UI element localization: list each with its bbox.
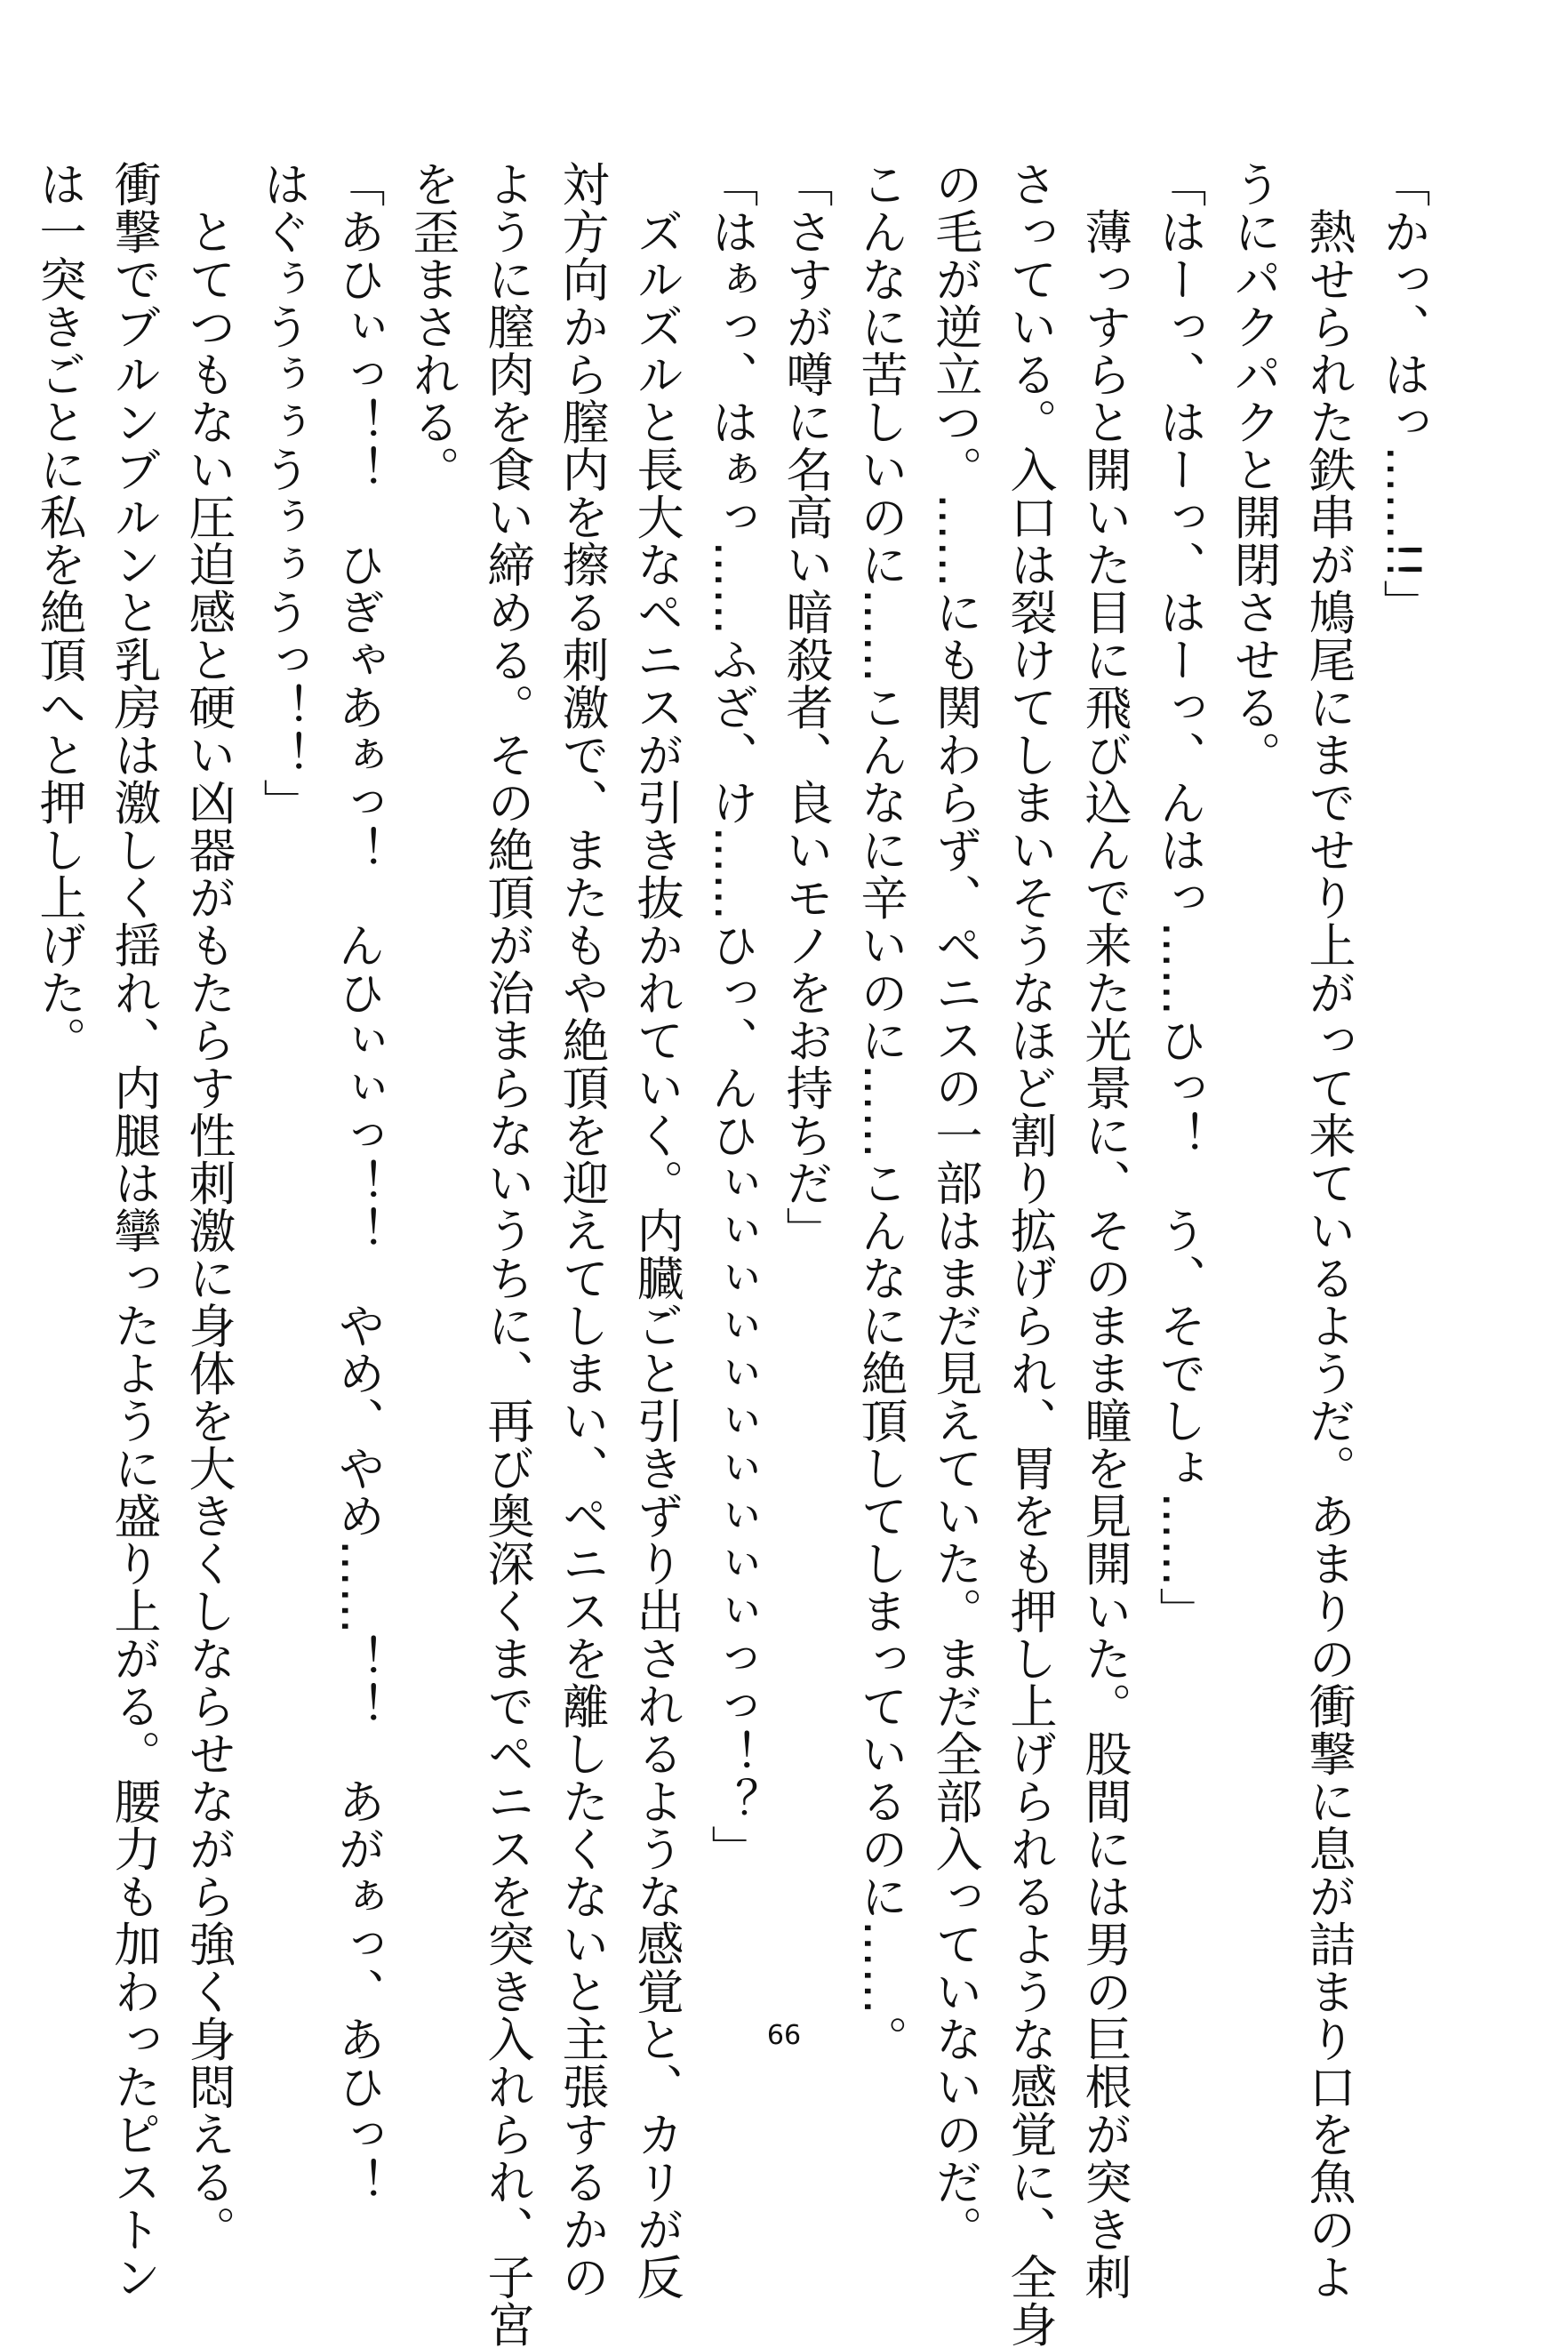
text-line: さっている。入口は裂けてしまいそうなほど割り拡げられ、胃をも押し上げられるような感覚に、全身 [1003, 160, 1057, 2348]
text-line: 熱せられた鉄串が鳩尾にまでせり上がって来ているようだ。あまりの衝撃に息が詰まり口を魚のよ [1301, 160, 1356, 2301]
text-line: ように膣肉を食い締める。その絶頂が治まらないうちに、再び奥深くまでペニスを突き入れられ、子宮 [480, 160, 534, 2348]
text-line: こんなに苦しいのに……こんなに辛いのに……こんなに絶頂してしまっているのに……。 [853, 160, 908, 2063]
text-line: うにパクパクと開閉させる。 [1227, 160, 1281, 779]
text-line: 「さすが噂に名高い暗殺者、良いモノをお持ちだ」 [779, 160, 833, 1254]
text-line: を歪まされる。 [405, 160, 460, 493]
text-line: 衝撃でブルンブルンと乳房は激しく揺れ、内腿は攣ったように盛り上がる。腰力も加わったピストン [107, 160, 161, 2301]
text-line: は一突きごとに私を絶頂へと押し上げた。 [32, 160, 86, 1064]
text-line: 対方向から膣内を擦る刺激で、またもや絶頂を迎えてしまい、ペニスを離したくないと主張するかの [555, 160, 609, 2301]
text-line: とてつもない圧迫感と硬い凶器がもたらす性刺激に身体を大きくしならせながら強く身悶える。 [181, 160, 236, 2253]
text-line: の毛が逆立つ。……にも関わらず、ペニスの一部はまだ見えていた。まだ全部入っていないのだ。 [928, 160, 982, 2253]
text-line: 「はぁっ、はぁっ……ふざ、け……ひっ、んひぃぃぃぃぃぃぃぃぃぃっっ！？」 [704, 160, 758, 1872]
text-line: 「はーっ、はーっ、はーっ、んはっ……ひっ！ う、そでしょ……」 [1152, 160, 1206, 1635]
page-number: 66 [766, 2020, 802, 2051]
text-line: はぐぅうぅぅうぅぅうっ！！」 [256, 160, 310, 826]
text-line: 薄っすらと開いた目に飛び込んで来た光景に、そのまま瞳を見開いた。股間には男の巨根が突き刺 [1077, 160, 1132, 2301]
text-line: 「かっ、はっ……!!」 [1376, 160, 1430, 627]
text-line: 「あひぃっ！！ ひぎゃあぁっ！ んひぃぃっ！！ やめ、やめ……！！ あがぁっ、あひっ！ [331, 160, 385, 2206]
text-line: ズルズルと長大なペニスが引き抜かれていく。内臓ごと引きずり出されるような感覚と、カリが反 [629, 160, 684, 2301]
